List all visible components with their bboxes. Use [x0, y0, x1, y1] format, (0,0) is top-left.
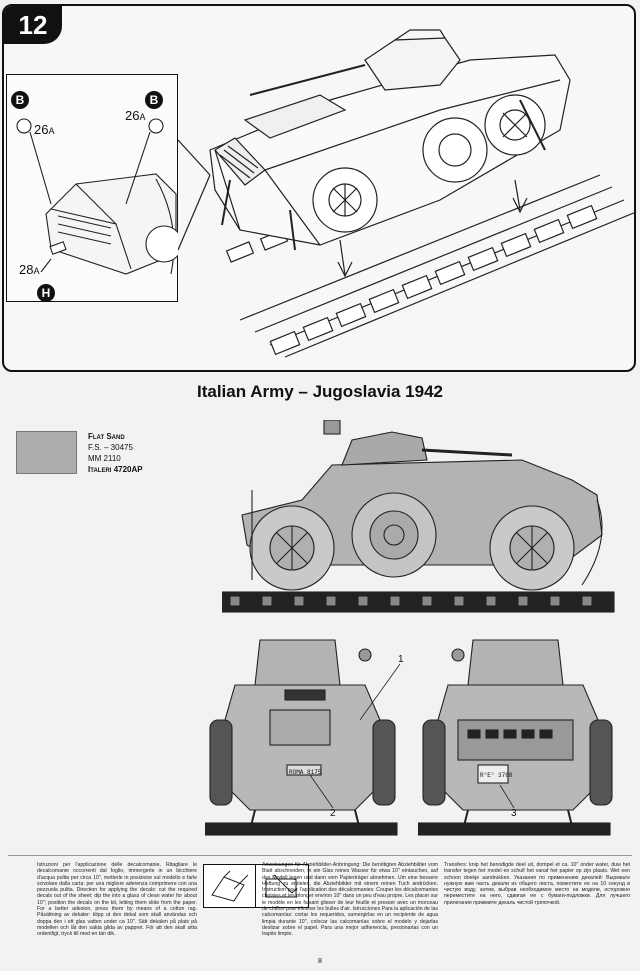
instructions-col2: Anweisungen für Abziehbilder-Anbringung: Die benötigten Abziehbilder vom Blatt abschneiden, in ein Glas reines Wasser für etwa 10'' eintauchen, auf das Modell legen und dann vom Papierträger abnehmen. Um eine bessere Haftung zu erzielen, die Abziehbilder mit einem reinen Tuch andrücken. Instruction pour l'application des décalcomanies: Couper les décalcomanies choisies et les plonger environ 10'' dans un peu d'eau propre. Les placer sur le modèle en les faisant glisser de leur feuille et presser avec un morceau de chiffon pour éliminer les bulles d'air. Istrucciones Para la aplicación de las calcomanías: cortar los requeridos, sumergirlas en un recipiente de agua limpia durante 10'', colocar las calcomanías sobre el modelo y dejarlas deslizar sobre el papel. Para una mejor adherencia, presionarlas con un trapito limpio. — [262, 862, 438, 938]
front-view-illustration — [205, 635, 405, 840]
italeri-code: 4720AP — [113, 465, 143, 474]
color-fs-code: F.S. – 30475 — [88, 443, 133, 452]
part-26a-right: 26A — [125, 108, 146, 123]
callout-2: 2 — [330, 808, 336, 819]
part-26a-left: 26A — [34, 122, 55, 137]
color-mm-code: MM 2110 — [88, 454, 121, 463]
rear-view-illustration — [418, 635, 618, 840]
part-28a: 28A — [19, 262, 40, 277]
front-plate-text: ROMA 8175 — [289, 769, 322, 776]
step-number: 12 — [18, 9, 48, 40]
side-view-illustration — [222, 420, 622, 620]
instructions-col3: Transfers: knip het benodigde deel uit, dompel et ca. 10'' onder water, duw het transfer tegen het model en schuif het vanaf het papier op zijn plaats. Wet een schoon doekje aandrukken. Указания по применению декалей: Вырежьте нужную вам часть декали из общего листа, поместите ее на 10 секунд в чистую воду, затем, выбрав необходимое место на модели, осторожно переместите на него, сдвигая ее с бумаги-подложки. Для лучшего прилегания прижмите декаль чистой тряпочкой. — [444, 862, 630, 906]
divider — [8, 855, 632, 856]
callout-3: 3 — [511, 808, 517, 819]
rear-plate-text: R°E° 3768 — [480, 772, 513, 779]
sprue-b-icon: B — [11, 91, 29, 109]
page-number: 8 — [318, 958, 322, 965]
callout-1: 1 — [398, 654, 404, 665]
scheme-title: Italian Army – Jugoslavia 1942 — [197, 382, 443, 401]
color-legend — [88, 431, 143, 475]
sprue-b-icon: B — [145, 91, 163, 109]
decal-soak-icon — [203, 864, 257, 908]
instructions-col1: Istruzioni per l'applicazione delle decalcomanie. Ritagliare le decalcomanie occorrenti dal foglio, immergerle in un bicchiere d'acqua pulita per circa 10'', metterle in posizione sul modello e farle scivolare dalla carta: per una migliore aderenza comprimere con una pezzuola pulita. Direction for applying the decals: cut the required decals out of the sheet; dip the into a glass of clean water for about 10''; position the decals on the kit, letting them slide from the paper. For a better adesion, press them by means of a cotton rag. Påsättning av dekaler: klipp ut den dekal som skall användas och doppa den i ett glas vatten under ca 10''. Sätt dekalen på plats på modellen och låt den sakta glida av pappret. För att den skall sitta ordentligt, tryck till med en tän dik. — [37, 862, 197, 938]
color-swatch — [16, 431, 77, 474]
italeri-label: Italeri — [88, 465, 112, 474]
sprue-h-icon: H — [37, 284, 55, 302]
color-name: Flat Sand — [88, 432, 125, 441]
